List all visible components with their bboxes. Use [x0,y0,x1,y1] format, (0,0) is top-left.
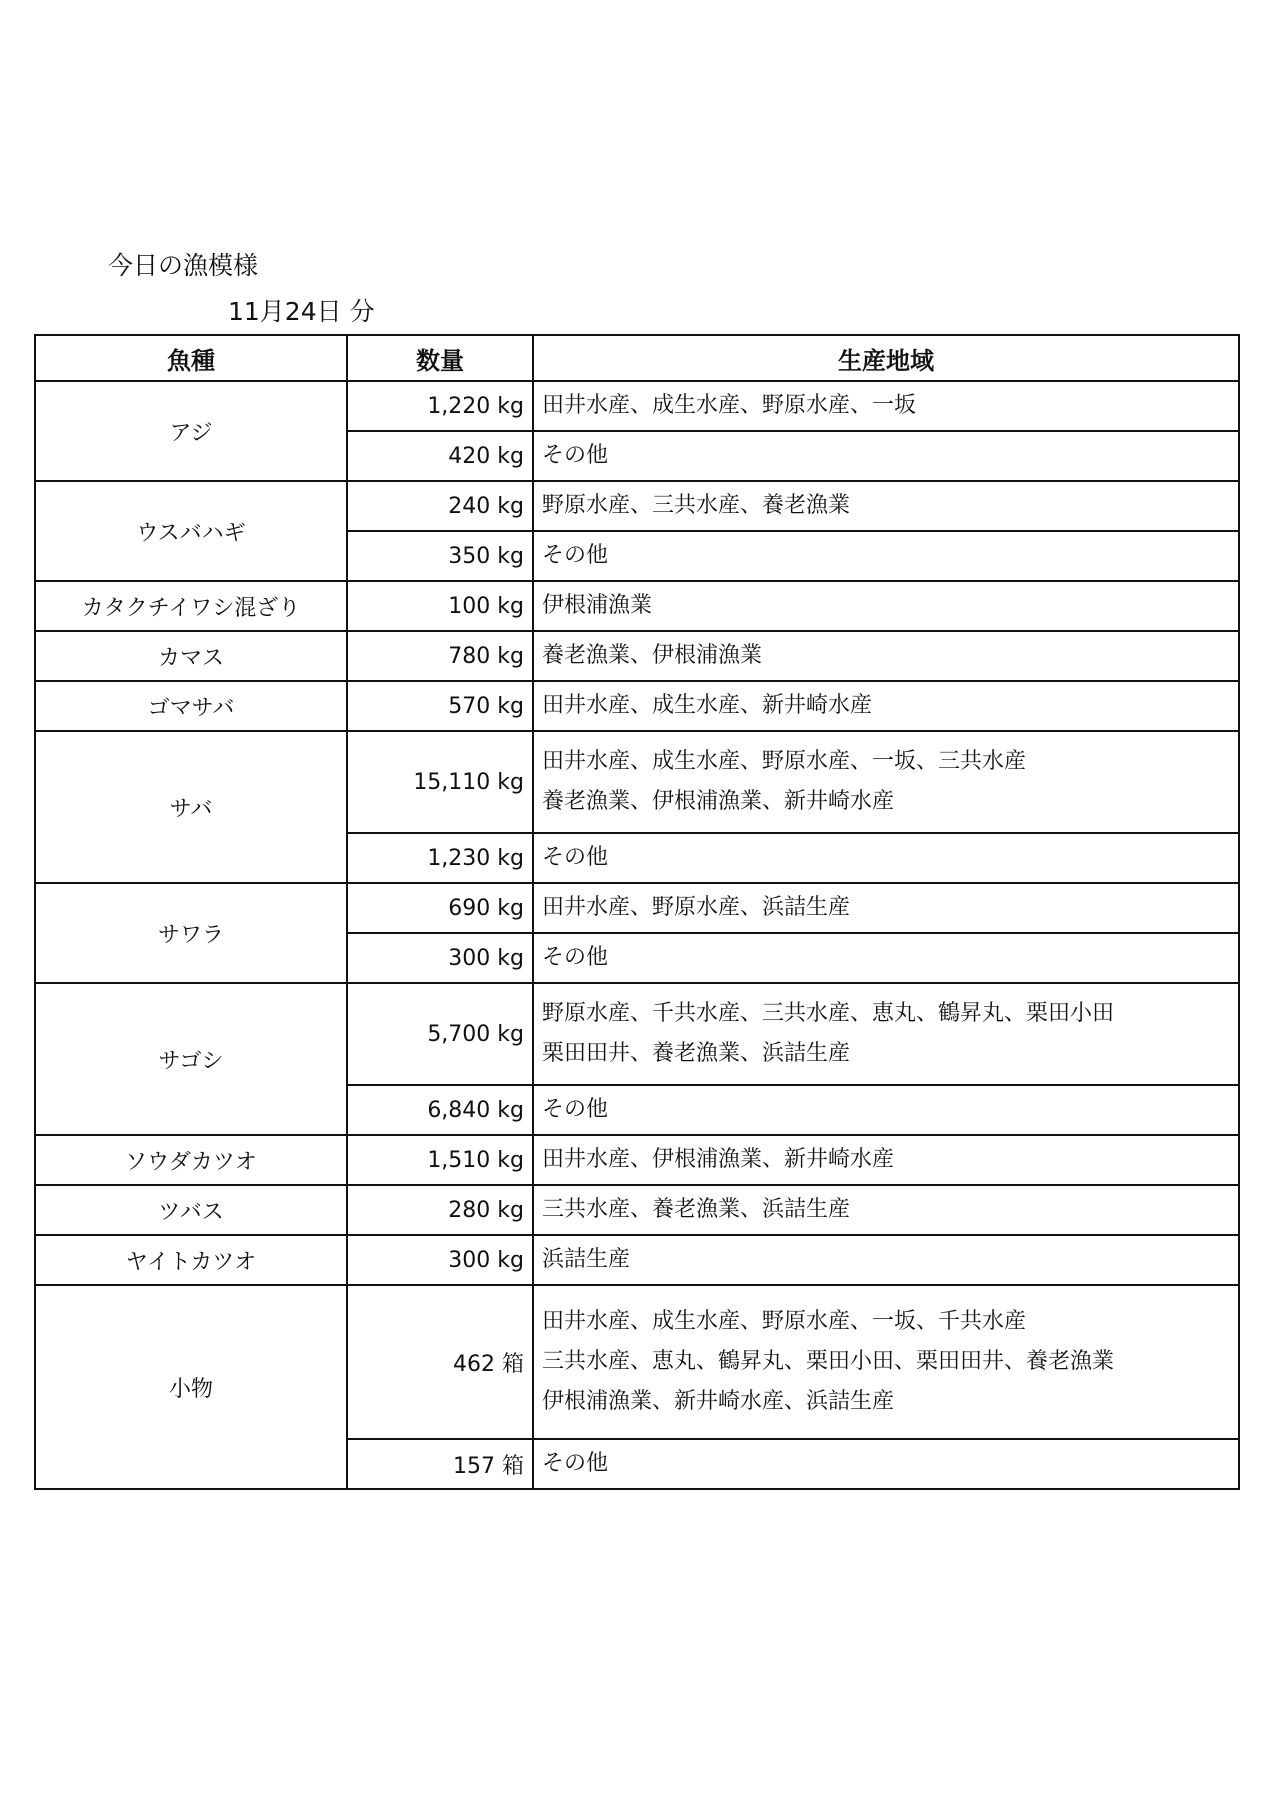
header-quantity: 数量 [347,335,533,381]
region-cell [533,1085,1239,1135]
quantity-cell: 780 kg [347,631,533,681]
region-line: 養老漁業、伊根浦漁業 [542,643,763,668]
fish-name-cell: アジ [35,381,347,481]
region-cell [533,431,1239,481]
table-row [35,731,1239,833]
quantity-cell: 350 kg [347,531,533,581]
region-line: その他 [542,945,609,970]
region-cell [533,581,1239,631]
fish-name-cell: ゴマサバ [35,681,347,731]
catch-table [34,334,1240,1490]
region-cell [533,481,1239,531]
fish-name-cell: ヤイトカツオ [35,1235,347,1285]
region-line: 田井水産、野原水産、浜詰生産 [542,895,851,920]
table-row [35,1135,1239,1185]
fish-name-cell: カマス [35,631,347,681]
quantity-cell: 5,700 kg [347,983,533,1085]
region-line: その他 [542,1097,609,1122]
region-cell [533,1135,1239,1185]
region-line: 養老漁業、伊根浦漁業、新井崎水産 [542,789,895,814]
region-cell [533,381,1239,431]
table-header-row [35,335,1239,381]
region-line: 栗田田井、養老漁業、浜詰生産 [542,1041,851,1066]
region-line: その他 [542,543,609,568]
fish-name-cell: サゴシ [35,983,347,1135]
region-line: 田井水産、成生水産、新井崎水産 [542,693,873,718]
region-cell [533,1235,1239,1285]
page-title: 今日の漁模様 [108,251,259,280]
date-label: 11月24日 分 [228,297,375,326]
fish-name-cell: サワラ [35,883,347,983]
region-cell [533,1185,1239,1235]
fish-name-cell: ウスバハギ [35,481,347,581]
header-region: 生産地域 [533,335,1239,381]
region-line: 田井水産、成生水産、野原水産、一坂、三共水産 [542,749,1027,774]
region-line: 三共水産、恵丸、鶴昇丸、栗田小田、栗田田井、養老漁業 [542,1349,1115,1374]
quantity-cell: 240 kg [347,481,533,531]
table-row [35,581,1239,631]
region-cell [533,883,1239,933]
table-row [35,481,1239,531]
region-line: 田井水産、成生水産、野原水産、一坂、千共水産 [542,1309,1027,1334]
quantity-cell: 280 kg [347,1185,533,1235]
region-cell [533,833,1239,883]
table-row [35,883,1239,933]
region-line: 田井水産、成生水産、野原水産、一坂 [542,393,917,418]
region-cell [533,1285,1239,1439]
quantity-cell: 300 kg [347,1235,533,1285]
region-line: 野原水産、三共水産、養老漁業 [542,493,851,518]
quantity-cell: 1,220 kg [347,381,533,431]
region-line: 野原水産、千共水産、三共水産、恵丸、鶴昇丸、栗田小田 [542,1001,1115,1026]
region-line: その他 [542,1451,609,1476]
region-line: その他 [542,845,609,870]
fish-name-cell: カタクチイワシ混ざり [35,581,347,631]
fish-name-cell: 小物 [35,1285,347,1489]
quantity-cell: 420 kg [347,431,533,481]
region-cell [533,531,1239,581]
region-line: 三共水産、養老漁業、浜詰生産 [542,1197,851,1222]
quantity-cell: 157 箱 [347,1439,533,1489]
quantity-cell: 570 kg [347,681,533,731]
region-line: 浜詰生産 [542,1247,631,1272]
region-cell [533,681,1239,731]
table-row [35,1285,1239,1439]
region-line: その他 [542,443,609,468]
region-cell [533,731,1239,833]
quantity-cell: 1,230 kg [347,833,533,883]
quantity-cell: 6,840 kg [347,1085,533,1135]
table-body [35,381,1239,1489]
table-row [35,983,1239,1085]
fish-name-cell: サバ [35,731,347,883]
region-cell [533,1439,1239,1489]
table-row [35,1235,1239,1285]
table-row [35,631,1239,681]
quantity-cell: 300 kg [347,933,533,983]
header-fish: 魚種 [35,335,347,381]
quantity-cell: 1,510 kg [347,1135,533,1185]
region-line: 伊根浦漁業、新井崎水産、浜詰生産 [542,1389,895,1414]
region-cell [533,631,1239,681]
table-row [35,681,1239,731]
quantity-cell: 462 箱 [347,1285,533,1439]
quantity-cell: 100 kg [347,581,533,631]
quantity-cell: 690 kg [347,883,533,933]
region-cell [533,933,1239,983]
quantity-cell: 15,110 kg [347,731,533,833]
fish-name-cell: ツバス [35,1185,347,1235]
table-row [35,381,1239,431]
region-line: 伊根浦漁業 [542,593,653,618]
region-cell [533,983,1239,1085]
table-row [35,1185,1239,1235]
fish-name-cell: ソウダカツオ [35,1135,347,1185]
region-line: 田井水産、伊根浦漁業、新井崎水産 [542,1147,895,1172]
